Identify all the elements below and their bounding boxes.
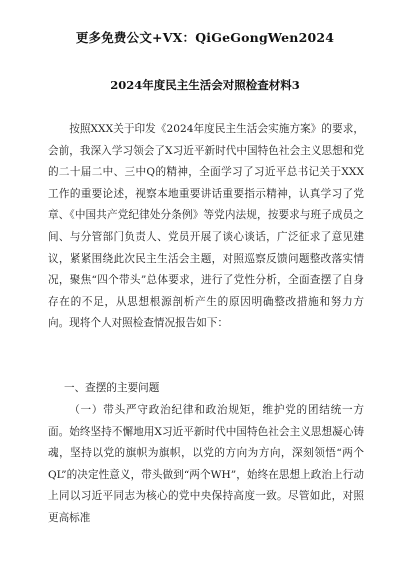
document-title: 2024年度民主生活会对照检查材料3 [110,78,300,92]
body-paragraph: （一）带头严守政治纪律和政治规矩，维护党的团结统一方面。始终坚持不懈地用X习近平新时代中国特色社会主义思想凝心铸魂，坚持以党的旗帜为旗帜，以党的方向为方向，深刻领悟“两个QL”的决定性意义，带头做到“两个WH”，始终在思想上政治上行动上同以习近平同志为核心的党中央保持高度一致。尽管如此，对照更高标准 [48,404,364,524]
section-heading: 一、查摆的主要问题 [64,382,160,394]
promo-header: 更多免费公文+VX：QiGeGongWen2024 [75,30,335,45]
intro-paragraph: 按照XXX关于印发《2024年度民主生活会实施方案》的要求，会前，我深入学习领会了X习近平新时代中国特色社会主义思想和党的二十届二中、三中Q的精神，全面学习了习近平总书记关于XXX工作的重要论述，视察本地重要讲话重要指示精神，认真学习了党章、《中国共产党纪律处分条例》等党内法规，按要求与班子成员之间、与分管部门负责人、党员开展了谈心谈话，广泛征求了意见建议，紧紧围绕此次民主生活会主题，对照巡察反馈问题整改落实情况，聚焦“四个带头”总体要求，进行了党性分析，全面查摆了自身存在的不足，从思想根源剖析产生的原因明确整改措施和努力方向。现将个人对照检查情况报告如下： [48,123,364,330]
